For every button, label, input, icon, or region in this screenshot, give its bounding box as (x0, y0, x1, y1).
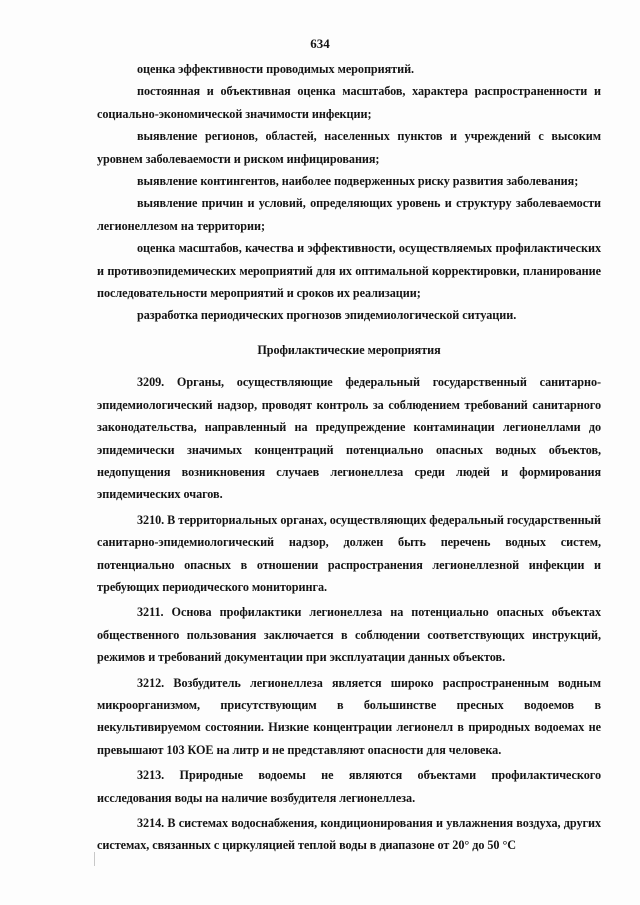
paragraph-3209: 3209. Органы, осуществляющие федеральный государственный санитарно-эпидемиологический надзор, проводят контроль за соблюдением требований санитарного законодательства, направленный на предупреждение контаминации легионеллами до эпидемически значимых концентраций потенциально опасных водных объектов, недопущения возникновения случаев легионеллеза среди людей и формирования эпидемических очагов. (97, 375, 601, 502)
list-item: оценка масштабов, качества и эффективности, осуществляемых профилактических и противоэпидемических мероприятий для их оптимальной корректировки, планирование последовательности мероприятий и сроков их реализации; (97, 241, 601, 301)
scan-mark (94, 852, 95, 866)
list-item: оценка эффективности проводимых мероприятий. (137, 62, 415, 76)
list-item: выявление причин и условий, определяющих уровень и структуру заболеваемости легионеллезом на территории; (97, 196, 601, 233)
paragraph-3210: 3210. В территориальных органах, осуществляющих федеральный государственный санитарно-эпидемиологический надзор, должен быть перечень водных систем, потенциально опасных в отношении распространения легионеллезной инфекции и требующих периодического мониторинга. (97, 512, 601, 594)
page-number: 634 (310, 36, 330, 51)
list-item: разработка периодических прогнозов эпидемиологической ситуации. (137, 308, 517, 323)
paragraph-3212: 3212. Возбудитель легионеллеза является широко распространенным водным микроорганизмом, присутствующим в большинстве пресных водоемов в некультивируемом состоянии. Низкие концентрации легионелл в природных водоемах не превышают 103 КОЕ на литр и не представляют опасности для человека. (97, 675, 601, 757)
list-item: постоянная и объективная оценка масштабов, характера распространенности и социально-экономической значимости инфекции; (97, 84, 601, 121)
document-body (97, 58, 601, 860)
section-heading: Профилактические мероприятия (257, 342, 441, 357)
paragraph-3213: 3213. Природные водоемы не являются объектами профилактического исследования воды на наличие возбудителя легионеллеза. (97, 768, 601, 805)
paragraph-3211: 3211. Основа профилактики легионеллеза на потенциально опасных объектах общественного пользования заключается в соблюдении соответствующих инструкций, режимов и требований документации при эксплуатации данных объектов. (97, 605, 601, 665)
paragraph-3214: 3214. В системах водоснабжения, кондиционирования и увлажнения воздуха, других системах, связанных с циркуляцией теплой воды в диапазоне от 20° до 50 °С (97, 816, 601, 853)
list-item: выявление регионов, областей, населенных пунктов и учреждений с высоким уровнем заболеваемости и риском инфицирования; (97, 129, 601, 166)
list-item: выявление контингентов, наиболее подверженных риску развития заболевания; (137, 174, 579, 189)
